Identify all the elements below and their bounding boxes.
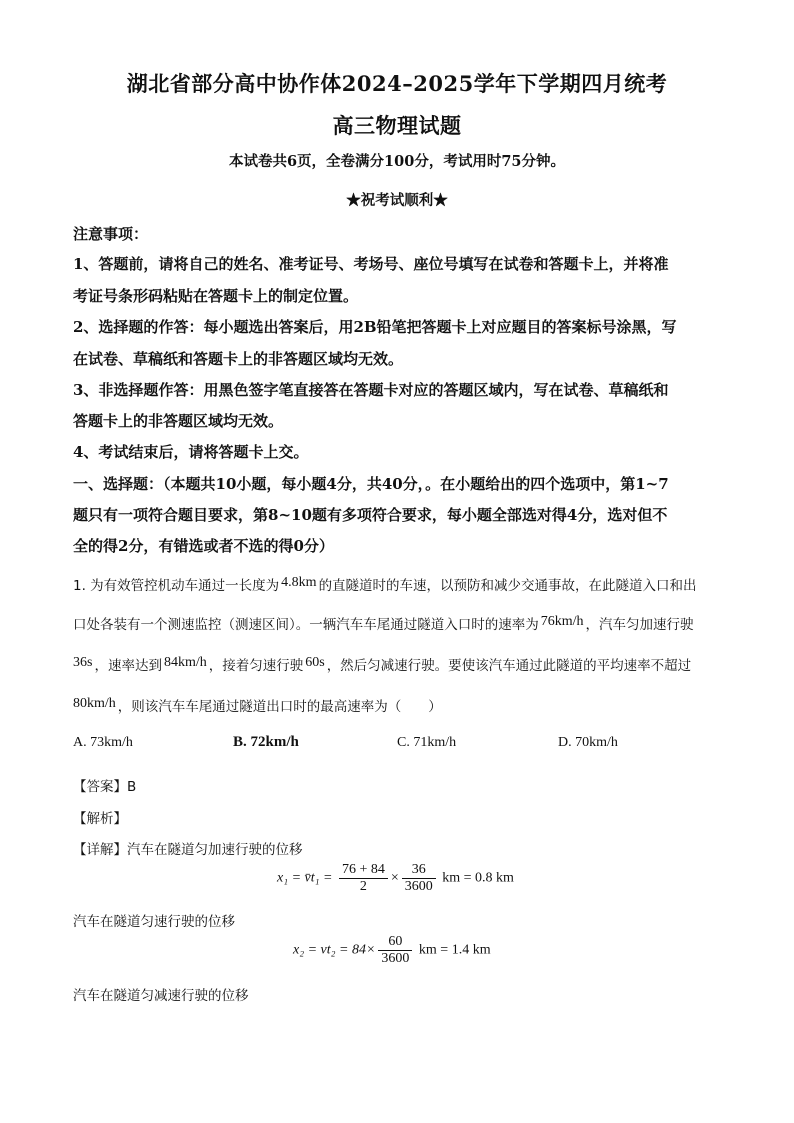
note-line: 2、选择题的作答：每小题选出答案后，用2B铅笔把答题卡上对应题目的答案标号涂黑，写 <box>73 318 677 336</box>
math-value: 80km/h <box>73 696 116 711</box>
option-a: A. 73km/h <box>73 735 133 750</box>
denominator: 3600 <box>381 951 410 966</box>
note-line: 4、考试结束后，请将答题卡上交。 <box>73 443 309 461</box>
fraction <box>402 862 436 895</box>
fraction <box>339 862 388 895</box>
section-instruction: 题只有一项符合题目要求，第8~10题有多项符合要求，每小题全部选对得4分，选对但不 <box>73 506 668 524</box>
question-text: ，则该汽车车尾通过隧道出口时的最高速率为（ ） <box>117 699 442 715</box>
question-text: 的直隧道时的车速，以预防和减少交通事故，在此隧道入口和出 <box>318 578 697 594</box>
question-text: 1. 为有效管控机动车通过一长度为 <box>73 578 280 594</box>
detail-label: 【详解】汽车在隧道匀加速行驶的位移 <box>73 842 303 858</box>
equation-rhs: km = 1.4 km <box>418 942 491 958</box>
exam-title: 湖北省部分高中协作体2024–2025学年下学期四月统考 <box>126 71 668 96</box>
question-1-line <box>73 695 733 715</box>
question-text: ，然后匀减速行驶。要使该汽车通过此隧道的平均速率不超过 <box>326 658 692 674</box>
question-text: ，汽车匀加速行驶 <box>585 617 694 633</box>
numerator: 36 <box>402 862 436 879</box>
denominator: 3600 <box>404 879 433 894</box>
math-value: 4.8km <box>281 575 317 590</box>
numerator: 76 + 84 <box>339 862 388 879</box>
equation-lhs: x₂ = vt₂ = 84× <box>293 942 376 958</box>
note-line: 在试卷、草稿纸和答题卡上的非答题区域均无效。 <box>73 350 404 368</box>
option-b: B. 72km/h <box>233 734 299 750</box>
exam-subject: 高三物理试题 <box>332 113 462 138</box>
question-1-line <box>73 654 733 674</box>
note-line: 1、答题前，请将自己的姓名、准考证号、考场号、座位号填写在试卷和答题卡上，并将准 <box>73 255 669 273</box>
section-instruction: 全的得2分，有错选或者不选的得0分） <box>73 537 334 555</box>
math-value: 84km/h <box>163 655 207 670</box>
question-1-line <box>73 574 733 594</box>
math-value: 36s <box>73 655 93 670</box>
blessing: ★祝考试顺利★ <box>346 192 448 209</box>
question-1-line <box>73 613 733 633</box>
question-text: ，速率达到 <box>94 658 162 674</box>
math-value: 76km/h <box>540 614 584 629</box>
note-line: 答题卡上的非答题区域均无效。 <box>73 412 284 430</box>
question-text: ，接着匀速行驶 <box>208 658 304 674</box>
math-value: 60s <box>305 655 325 670</box>
answer-label: 【答案】B <box>73 779 137 795</box>
denominator: 2 <box>359 879 367 894</box>
exam-info: 本试卷共6页，全卷满分100分，考试用时75分钟。 <box>228 153 566 170</box>
equation-rhs: km = 0.8 km <box>442 870 514 886</box>
question-text: 口处各装有一个测速监控（测速区间）。一辆汽车车尾通过隧道入口时的速率为 <box>73 617 539 633</box>
option-c: C. 71km/h <box>397 735 457 750</box>
text-uniform: 汽车在隧道匀速行驶的位移 <box>73 914 235 930</box>
note-line: 考证号条形码粘贴在答题卡上的制定位置。 <box>73 287 359 305</box>
note-line: 3、非选择题作答：用黑色签字笔直接答在答题卡对应的答题区域内，写在试卷、草稿纸和 <box>73 381 669 399</box>
numerator: 60 <box>378 934 412 951</box>
equation-1: x₁ = v̄t₁ = $\frac{76 + 84}{2}$ × $\frac{36}{3600}$ km = 0.8 km <box>277 862 514 894</box>
analysis-label: 【解析】 <box>73 811 127 827</box>
equation-2 <box>293 934 491 967</box>
option-d: D. 70km/h <box>558 735 618 750</box>
text-decel: 汽车在隧道匀减速行驶的位移 <box>73 988 249 1004</box>
section-heading: 一、选择题：（本题共10小题，每小题4分，共40分，。在小题给出的四个选项中，第1~7 <box>73 475 669 493</box>
equation-lhs: x₁ = v̄t₁ = <box>277 870 333 886</box>
notes-heading: 注意事项： <box>73 225 149 243</box>
fraction <box>378 934 412 967</box>
